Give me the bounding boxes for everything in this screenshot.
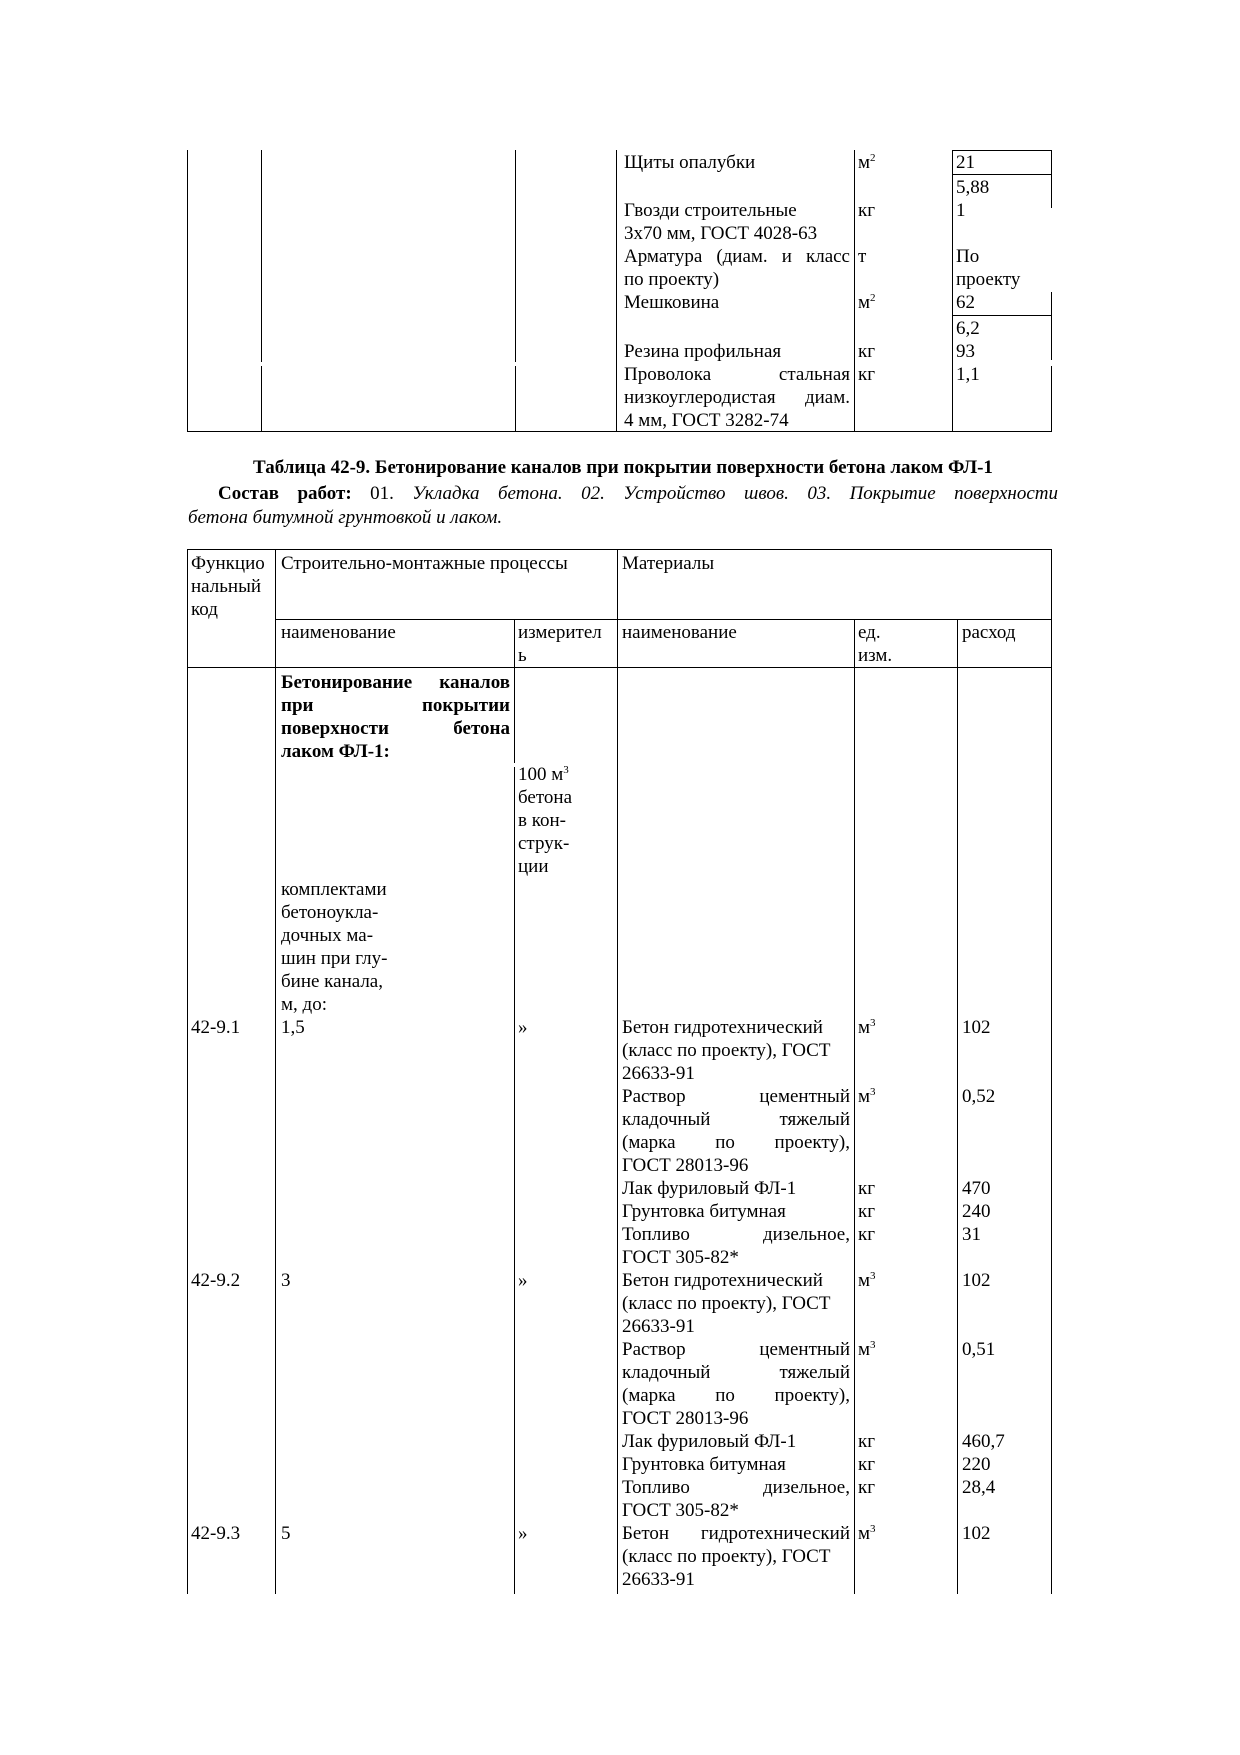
top-row-qty: По [956, 246, 980, 267]
top-row-name: 3х70 мм, ГОСТ 4028-63 [624, 223, 818, 244]
composition-line-2: бетона битумной грунтовкой и лаком. [188, 507, 503, 528]
top-row-unit: кг [858, 200, 876, 221]
material-name: (марка по проекту), [622, 1132, 850, 1153]
material-unit: $м^3$ [858, 1270, 876, 1291]
material-name: Топливо дизельное, [622, 1477, 850, 1498]
item-depth: 3 [281, 1270, 291, 1291]
top-row-name: Проволока стальная [624, 364, 850, 385]
material-unit: $м^3$ [858, 1017, 876, 1038]
material-name: ГОСТ 28013-96 [622, 1155, 749, 1176]
material-name: кладочный тяжелый [622, 1362, 850, 1383]
top-row-name: Мешковина [624, 292, 720, 313]
material-name: кладочный тяжелый [622, 1109, 850, 1130]
material-unit: кг [858, 1431, 876, 1452]
material-unit: $м^3$ [858, 1086, 876, 1107]
top-row-unit: кг [858, 341, 876, 362]
material-name: Грунтовка битумная [622, 1454, 786, 1475]
material-name: 26633-91 [622, 1569, 695, 1590]
material-rate: 0,51 [962, 1339, 996, 1360]
top-row-name: Гвозди строительные [624, 200, 797, 221]
material-name: (класс по проекту), ГОСТ [622, 1040, 831, 1061]
top-row-unit: $м^2$ [858, 152, 876, 173]
meter-value: в кон- [518, 810, 566, 831]
top-row-unit: кг [858, 364, 876, 385]
top-row-qty: 6,2 [956, 318, 980, 339]
material-name: 26633-91 [622, 1063, 695, 1084]
material-name: ГОСТ 305-82* [622, 1247, 739, 1268]
header-unit: изм. [858, 645, 893, 666]
item-depth: 5 [281, 1523, 291, 1544]
material-name: (класс по проекту), ГОСТ [622, 1546, 831, 1567]
header-materials: Материалы [622, 553, 715, 574]
item-ditto: » [518, 1270, 528, 1291]
header-func-code: нальный [191, 576, 262, 597]
material-unit: кг [858, 1224, 876, 1245]
section-title: лаком ФЛ-1: [281, 741, 390, 762]
top-row-qty: 1 [956, 200, 966, 221]
material-unit: кг [858, 1201, 876, 1222]
material-rate: 240 [962, 1201, 991, 1222]
material-unit: $м^3$ [858, 1523, 876, 1544]
item-ditto: » [518, 1017, 528, 1038]
method-text: бине канала, [281, 971, 383, 992]
material-unit: кг [858, 1178, 876, 1199]
method-text: шин при глу- [281, 948, 388, 969]
material-name: ГОСТ 305-82* [622, 1500, 739, 1521]
material-name: Лак фуриловый ФЛ-1 [622, 1431, 797, 1452]
top-row-qty: 62 [956, 292, 975, 313]
header-unit: ед. [858, 622, 881, 643]
top-row-qty: проекту [956, 269, 1021, 290]
top-row-unit: т [858, 246, 867, 267]
material-name: Бетон гидротехнический [622, 1270, 823, 1291]
header-rate: расход [962, 622, 1016, 643]
material-name: Раствор цементный [622, 1086, 850, 1107]
top-row-qty: 21 [956, 152, 975, 173]
top-row-name: 4 мм, ГОСТ 3282-74 [624, 410, 789, 431]
material-rate: 28,4 [962, 1477, 996, 1498]
method-text: бетоноукла- [281, 902, 379, 923]
composition-line-1: Состав работ: 01. Укладка бетона. 02. Устройство швов. 03. Покрытие поверхности [218, 483, 1058, 504]
section-title: Бетонирование каналов [281, 672, 510, 693]
top-row-name: Резина профильная [624, 341, 782, 362]
item-code: 42-9.2 [191, 1270, 241, 1291]
header-func-code: код [191, 599, 218, 620]
item-ditto: » [518, 1523, 528, 1544]
material-unit: $м^3$ [858, 1339, 876, 1360]
top-row-name: по проекту) [624, 269, 720, 290]
material-name: Бетон гидротехнический [622, 1523, 850, 1544]
material-name: Раствор цементный [622, 1339, 850, 1360]
table-title: Таблица 42-9. Бетонирование каналов при покрытии поверхности бетона лаком ФЛ-1 [253, 457, 993, 478]
material-name: 26633-91 [622, 1316, 695, 1337]
section-title: поверхности бетона [281, 718, 510, 739]
material-rate: 102 [962, 1017, 991, 1038]
material-name: Грунтовка битумная [622, 1201, 786, 1222]
section-title: при покрытии [281, 695, 510, 716]
item-code: 42-9.1 [191, 1017, 241, 1038]
top-row-name: Арматура (диам. и класс [624, 246, 850, 267]
material-rate: 0,52 [962, 1086, 996, 1107]
material-name: (марка по проекту), [622, 1385, 850, 1406]
material-rate: 31 [962, 1224, 981, 1245]
top-row-unit: $м^2$ [858, 292, 876, 313]
method-text: м, до: [281, 994, 327, 1015]
method-text: дочных ма- [281, 925, 374, 946]
material-unit: кг [858, 1454, 876, 1475]
meter-value: бетона [518, 787, 573, 808]
header-meter: ь [518, 645, 527, 666]
material-name: ГОСТ 28013-96 [622, 1408, 749, 1429]
material-rate: 102 [962, 1270, 991, 1291]
method-text: комплектами [281, 879, 387, 900]
material-name: Лак фуриловый ФЛ-1 [622, 1178, 797, 1199]
material-name: (класс по проекту), ГОСТ [622, 1293, 831, 1314]
top-row-qty: 1,1 [956, 364, 980, 385]
header-func-code: Функцио [191, 553, 265, 574]
material-rate: 460,7 [962, 1431, 1005, 1452]
material-name: Бетон гидротехнический [622, 1017, 823, 1038]
material-rate: 102 [962, 1523, 991, 1544]
top-row-qty: 5,88 [956, 177, 990, 198]
top-row-qty: 93 [956, 341, 975, 362]
top-row-name: Щиты опалубки [624, 152, 756, 173]
header-material-name: наименование [622, 622, 737, 643]
meter-value: 100 $м^3$ [518, 764, 569, 785]
material-rate: 220 [962, 1454, 991, 1475]
meter-value: ции [518, 856, 549, 877]
item-code: 42-9.3 [191, 1523, 241, 1544]
meter-value: струк- [518, 833, 570, 854]
material-name: Топливо дизельное, [622, 1224, 850, 1245]
top-row-name: низкоуглеродистая диам. [624, 387, 850, 408]
header-processes: Строительно-монтажные процессы [281, 553, 568, 574]
header-process-name: наименование [281, 622, 396, 643]
material-rate: 470 [962, 1178, 991, 1199]
material-unit: кг [858, 1477, 876, 1498]
header-meter: измерител [518, 622, 602, 643]
item-depth: 1,5 [281, 1017, 305, 1038]
